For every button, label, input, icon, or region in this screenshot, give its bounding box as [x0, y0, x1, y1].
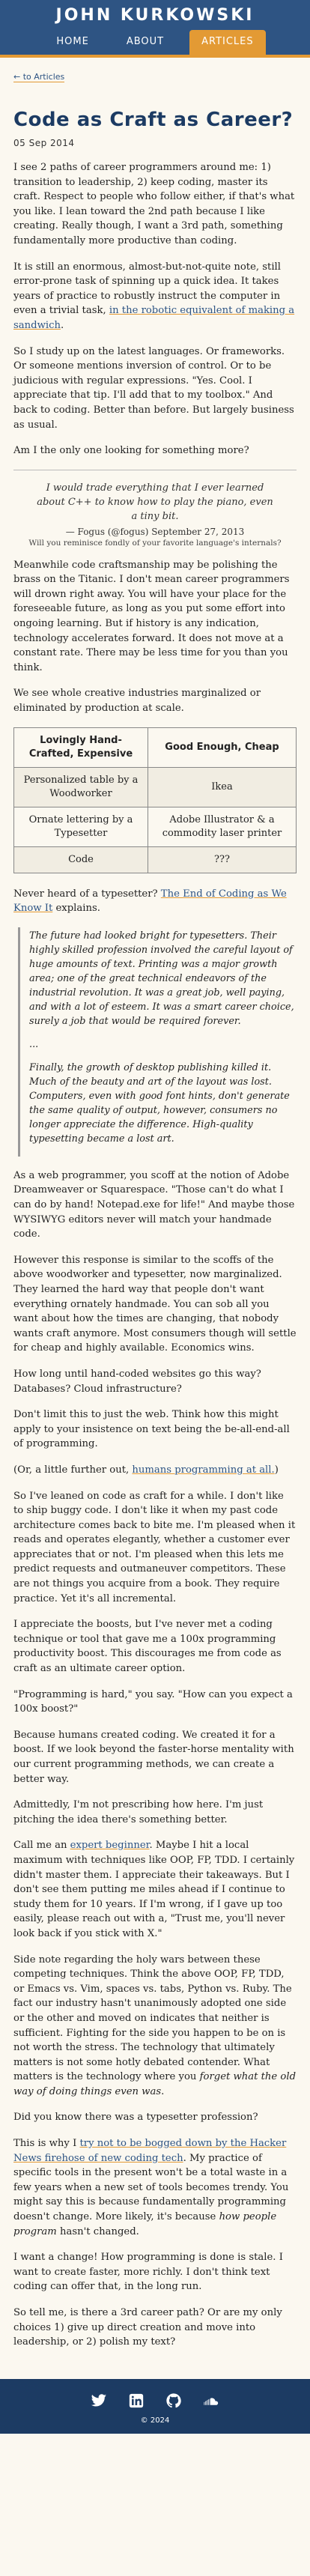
- paragraph: Don't limit this to just the web. Think how this might apply to your insistence on text being the be-all-end-all of programming.: [13, 1409, 290, 1450]
- page-title: Code as Craft as Career?: [13, 109, 294, 131]
- block-quote: [18, 927, 297, 1157]
- nav-articles[interactable]: ARTICLES: [189, 30, 266, 55]
- table-header: Good Enough, Cheap: [148, 727, 296, 767]
- back-to-articles-link[interactable]: ← to Articles: [13, 72, 65, 82]
- post-date: 05 Sep 2014: [13, 138, 75, 148]
- table-cell: Adobe Illustrator & a commodity laser printer: [148, 807, 296, 846]
- paragraph: I see 2 paths of career programmers around me: 1) transition to leadership, 2) keep coding, master its craft. Respect to people who follow either, if that's what you like. I lean toward the 2nd path because I like creating. Really though, I want a 3rd path, something fundamentally more productive than coding.: [13, 162, 295, 246]
- quote-ellipsis: ...: [29, 1038, 39, 1050]
- table-cell: Personalized table by a Woodworker: [14, 767, 148, 807]
- paragraph: Side note regarding the holy wars between these competing techniques. Think the above OOP, FP, TDD, or Emacs vs. Vim, spaces vs. tabs, Python vs. Ruby. The fact our industry hasn't unanimously adopted one side or the other and moved on indicates that neither is sufficient. Fighting for the side you happen to be on is not worth the stress. The technology that ultimately matters is not some hotly debated contender. What matters is the technology where you forget what the old way of doing things even was.: [13, 1954, 297, 2097]
- table-cell: Code: [14, 846, 148, 873]
- site-title[interactable]: JOHN KURKOWSKI: [55, 6, 255, 25]
- twitter-icon[interactable]: [91, 2392, 107, 2409]
- paragraph: As a web programmer, you scoff at the notion of Adobe Dreamweaver or Squarespace. "Those can't do what I can do by hand! Notepad.exe for life!" And maybe those WYSIWYG editors never will match your handmade code.: [13, 1169, 295, 1240]
- tweet-author[interactable]: — Fogus (@fogus) September 27, 2013: [65, 526, 245, 537]
- quote-paragraph: The future had looked bright for typesetters. Their highly skilled profession involved the careful layout of huge amounts of text. Printing was a major growth area; one of the great technical endeavors of the industrial revolution. It was a great job, well paying, and with a lot of esteem. It was a smart career choice, surely a job that would be required forever.: [29, 930, 294, 1027]
- paragraph: How long until hand-coded websites go this way? Databases? Cloud infrastructure?: [13, 1368, 261, 1395]
- linkedin-icon[interactable]: [128, 2392, 145, 2409]
- paragraph: This is why I try not to be bogged down by the Hacker News firehose of new coding tech. My practice of specific tools in the present won't be a total waste in a few years when a new set of tools becomes trendy. You might say this is because fundamentally programming doesn't change. More likely, it's because how people program hasn't changed.: [13, 2138, 289, 2237]
- paragraph: Am I the only one looking for something more?: [13, 445, 249, 457]
- table-cell: Ornate lettering by a Typesetter: [14, 807, 148, 846]
- paragraph: So I've leaned on code as craft for a while. I don't like to ship buggy code. I don't like it when my past code architecture comes back to bite me. I'm pleased when it reads and operates elegantly, whether a customer ever appreciates that or not. I'm pleased when this lets me predict requests and outmaneuver competitors. These are not things you acquire from a book. They require practice. Yet it's all incremental.: [13, 1490, 296, 1604]
- article: [0, 58, 310, 2379]
- copyright: © 2024: [140, 2416, 170, 2425]
- site-header: [0, 0, 310, 55]
- humans-programming-link[interactable]: humans programming at all.: [132, 1464, 275, 1476]
- table-row: [14, 767, 297, 807]
- soundcloud-icon[interactable]: [203, 2392, 219, 2409]
- paragraph: However this response is similar to the scoffs of the above woodworker and typesetter, now marginalized. They learned the hard way that people don't want everything ornately handmade. You can sob all you want about how the times are changing, that nobody wants craft anymore. Most consumers though will settle for cheap and highly available. Economics wins.: [13, 1254, 297, 1354]
- paragraph: I appreciate the boosts, but I've never met a coding technique or tool that gave me a 100x programming productivity boost. This discourages me from code as craft as an ultimate career option.: [13, 1619, 282, 1675]
- tweet-caption: Will you reminisce fondly of your favorite language's internals?: [28, 538, 282, 548]
- table-header: Lovingly Hand-Crafted, Expensive: [14, 727, 148, 767]
- paragraph: Never heard of a typesetter? The End of Coding as We Know It explains.: [13, 888, 287, 915]
- paragraph: So tell me, is there a 3rd career path? Or are my only choices 1) give up direct creation and move into leadership, or 2) polish my text?: [13, 2307, 282, 2348]
- embedded-tweet: I would trade everything that I ever learned about C++ to know how to play the piano, even a tiny bit.: [37, 482, 273, 522]
- paragraph: (Or, a little further out, humans programming at all.): [13, 1464, 279, 1476]
- paragraph: Admittedly, I'm not prescribing how here. I'm just pitching the idea there's something better.: [13, 1799, 264, 1825]
- end-of-coding-link[interactable]: The End of Coding as We Know It: [13, 888, 287, 915]
- social-links: [0, 2392, 310, 2409]
- paragraph: Because humans created coding. We created it for a boost. If we look beyond the faster-horse mentality with our current programming methods, we can create a better way.: [13, 1729, 294, 1785]
- site-footer: [0, 2379, 310, 2434]
- github-icon[interactable]: [165, 2392, 182, 2409]
- paragraph: It is still an enormous, almost-but-not-quite note, still error-prone task of spinning up a quick idea. It takes years of practice to robustly instruct the computer in even a trivial task, in the robotic equivalent of making a sandwich.: [13, 261, 295, 331]
- table-cell: Ikea: [148, 767, 296, 807]
- main-nav: [0, 29, 310, 55]
- nav-home[interactable]: HOME: [56, 36, 89, 47]
- comparison-table: [13, 727, 297, 873]
- table-row: [14, 846, 297, 873]
- paragraph: Call me an expert beginner. Maybe I hit a local maximum with techniques like OOP, FP, TDD. I certainly didn't master them. I appreciate their takeaways. But I don't see them putting me miles ahead if I continue to study them for 10 years. If I'm wrong, if I gave up too easily, please reach out with a, "Trust me, you'll never look back if you stick with X.": [13, 1840, 295, 1939]
- paragraph: We see whole creative industries marginalized or eliminated by production at scale.: [13, 688, 261, 715]
- paragraph: Did you know there was a typesetter profession?: [13, 2112, 258, 2124]
- paragraph: So I study up on the latest languages. Or frameworks. Or someone mentions inversion of control. Or to be judicious with regular expressions. "Yes. Cool. I appreciate that tip. I'll add that to my toolbox." And back to coding. Better than before. But largely business as usual.: [13, 345, 294, 431]
- quote-paragraph: Finally, the growth of desktop publishing killed it. Much of the beauty and art of the layout was lost. Computers, even with good font hints, don't generate the same quality of output, however, consumers no longer appreciate the difference. High-quality typesetting became a lost art.: [29, 1061, 290, 1145]
- table-cell: ???: [148, 846, 296, 873]
- expert-beginner-link[interactable]: expert beginner: [70, 1840, 150, 1852]
- paragraph: Meanwhile code craftsmanship may be polishing the brass on the Titanic. I don't mean career programmers will drown right away. You will have your place for the foreseeable future, as long as you put some effort into ongoing learning. But if history is any indication, technology accelerates forward. It does not move at a constant rate. There may be less time for you than you think.: [13, 559, 290, 673]
- hacker-news-link[interactable]: try not to be bogged down by the Hacker News firehose of new coding tech: [13, 2138, 287, 2164]
- nav-about[interactable]: ABOUT: [126, 36, 165, 47]
- sandwich-link[interactable]: in the robotic equivalent of making a sandwich: [13, 305, 295, 331]
- paragraph: I want a change! How programming is done is stale. I want to create faster, more richly. I don't think text coding can offer that, in the long run.: [13, 2252, 283, 2293]
- table-header-row: [14, 727, 297, 767]
- paragraph: "Programming is hard," you say. "How can you expect a 100x boost?": [13, 1688, 293, 1715]
- table-row: [14, 807, 297, 846]
